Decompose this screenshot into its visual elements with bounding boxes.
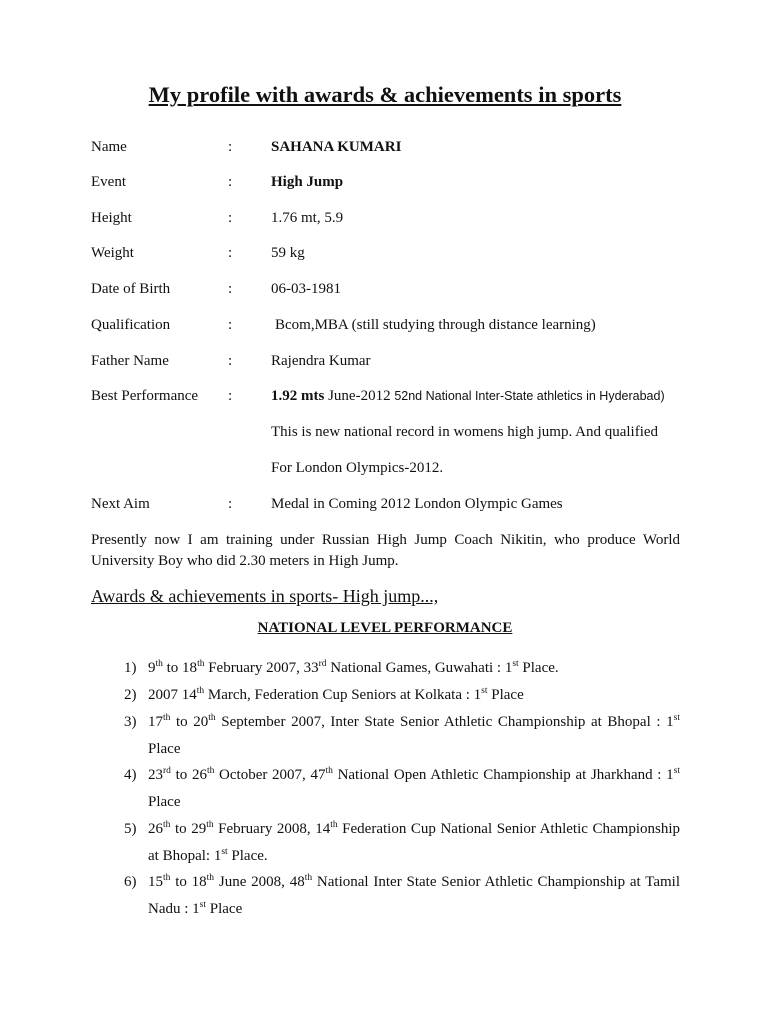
- training-paragraph: Presently now I am training under Russian High Jump Coach Nikitin, who produce World University Boy who did 2.30 meters in High Jump.: [91, 532, 680, 569]
- list-item-text: February 2008, 14: [213, 821, 331, 837]
- best-performance-note: For London Olympics-2012.: [271, 460, 444, 476]
- ordinal-suffix: th: [325, 766, 333, 776]
- list-item-line: [148, 794, 680, 811]
- ordinal-suffix: th: [197, 659, 205, 669]
- list-item-text: National Games, Guwahati : 1: [326, 660, 513, 676]
- ordinal-suffix: rd: [318, 659, 327, 669]
- list-item-text: Place: [487, 687, 524, 703]
- list-item-line: [148, 687, 680, 704]
- list-item-number: 1): [124, 660, 137, 676]
- national-level-heading: NATIONAL LEVEL PERFORMANCE: [257, 620, 513, 636]
- profile-label: Height: [91, 210, 132, 226]
- profile-value: Rajendra Kumar: [271, 353, 371, 369]
- list-item-number: 2): [124, 687, 137, 703]
- profile-value: High Jump: [271, 174, 344, 190]
- list-item-text: 23: [148, 767, 163, 783]
- profile-value: Bcom,MBA (still studying through distance learning): [275, 317, 596, 333]
- list-item-line: [148, 767, 680, 784]
- profile-label: Weight: [91, 245, 134, 261]
- list-item-text: National Open Athletic Championship at Jharkhand : 1: [332, 767, 674, 783]
- profile-value: 1.76 mt, 5.9: [271, 210, 344, 226]
- ordinal-suffix: st: [221, 847, 228, 857]
- best-performance-mark: 1.92 mts: [271, 388, 325, 404]
- list-item-text: Place: [206, 901, 243, 917]
- profile-colon: :: [228, 496, 233, 512]
- ordinal-suffix: st: [512, 659, 519, 669]
- list-item-text: to 29: [170, 821, 207, 837]
- ordinal-suffix: th: [163, 713, 171, 723]
- profile-label: Qualification: [91, 317, 171, 333]
- profile-colon: :: [228, 210, 233, 226]
- list-item-text: Place.: [518, 660, 559, 676]
- ordinal-suffix: th: [155, 659, 163, 669]
- ordinal-suffix: th: [304, 873, 313, 883]
- list-item-text: National Inter State Senior Athletic Championship at Tamil: [312, 874, 681, 890]
- list-item-text: 17: [148, 714, 163, 730]
- list-item-number: 4): [124, 767, 137, 783]
- list-item-text: June 2008, 48: [214, 874, 305, 890]
- list-item-text: October 2007, 47: [214, 767, 326, 783]
- list-item-text: to 20: [170, 714, 209, 730]
- ordinal-suffix: th: [196, 686, 205, 696]
- profile-colon: :: [228, 174, 233, 190]
- profile-value: SAHANA KUMARI: [271, 139, 402, 155]
- list-item-text: Place: [148, 741, 181, 757]
- ordinal-suffix: th: [330, 820, 338, 830]
- ordinal-suffix: st: [199, 900, 207, 910]
- list-item-text: 2007 14: [148, 687, 197, 703]
- profile-label: Best Performance: [91, 388, 199, 404]
- page-title: My profile with awards & achievements in sports: [148, 82, 622, 107]
- list-item-number: 5): [124, 821, 137, 837]
- list-item-line: [148, 741, 680, 758]
- profile-label: Father Name: [91, 353, 169, 369]
- list-item-text: at Bhopal: 1: [148, 848, 222, 864]
- best-performance-date: June-2012: [324, 388, 395, 404]
- profile-label: Name: [91, 139, 127, 155]
- ordinal-suffix: th: [206, 766, 215, 776]
- profile-value: 06-03-1981: [271, 281, 341, 297]
- profile-colon: :: [228, 353, 233, 369]
- ordinal-suffix: rd: [163, 766, 171, 776]
- profile-value: [271, 388, 665, 405]
- list-item-text: to 18: [162, 660, 198, 676]
- ordinal-suffix: th: [163, 873, 171, 883]
- profile-value: 59 kg: [271, 245, 305, 261]
- ordinal-suffix: st: [481, 686, 488, 696]
- list-item-text: Place.: [227, 848, 268, 864]
- list-item-text: 15: [148, 874, 163, 890]
- list-item-line: [148, 660, 680, 677]
- profile-label: Date of Birth: [91, 281, 171, 297]
- list-item-line: [148, 821, 680, 838]
- list-item-text: September 2007, Inter State Senior Athletic Championship at Bhopal : 1: [215, 714, 674, 730]
- profile-label: Event: [91, 174, 126, 190]
- profile-colon: :: [228, 317, 233, 333]
- list-item-text: 26: [148, 821, 163, 837]
- profile-colon: :: [228, 139, 233, 155]
- profile-colon: :: [228, 388, 233, 404]
- list-item-text: Federation Cup National Senior Athletic Championship: [337, 821, 680, 837]
- list-item-text: Nadu : 1: [148, 901, 200, 917]
- list-item-text: February 2007, 33: [204, 660, 319, 676]
- profile-label: Next Aim: [91, 496, 150, 512]
- list-item-text: Place: [148, 794, 181, 810]
- list-item-text: to 18: [170, 874, 207, 890]
- list-item-line: [148, 901, 680, 918]
- ordinal-suffix: th: [163, 820, 171, 830]
- ordinal-suffix: st: [673, 766, 680, 776]
- profile-colon: :: [228, 281, 233, 297]
- ordinal-suffix: th: [206, 820, 214, 830]
- list-item-line: [148, 714, 680, 731]
- best-performance-event: 52nd National Inter-State athletics in Hyderabad): [394, 389, 665, 403]
- list-item-line: [148, 848, 680, 865]
- awards-heading: Awards & achievements in sports- High jump...,: [91, 586, 439, 606]
- list-item-number: 3): [124, 714, 137, 730]
- profile-colon: :: [228, 245, 233, 261]
- ordinal-suffix: th: [208, 713, 216, 723]
- best-performance-note: This is new national record in womens high jump. And qualified: [271, 424, 659, 440]
- ordinal-suffix: st: [673, 713, 680, 723]
- ordinal-suffix: th: [206, 873, 215, 883]
- profile-value: Medal in Coming 2012 London Olympic Games: [271, 496, 563, 512]
- list-item-text: 9: [148, 660, 156, 676]
- list-item-text: March, Federation Cup Seniors at Kolkata : 1: [204, 687, 482, 703]
- list-item-line: [148, 874, 680, 891]
- list-item-number: 6): [124, 874, 137, 890]
- list-item-text: to 26: [170, 767, 207, 783]
